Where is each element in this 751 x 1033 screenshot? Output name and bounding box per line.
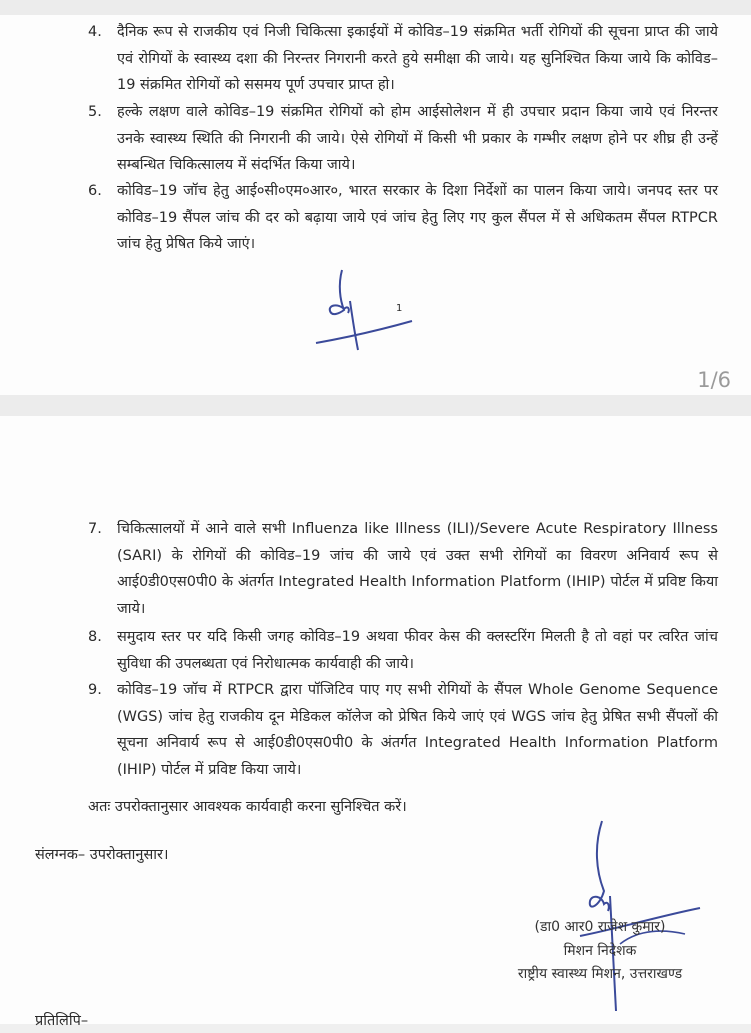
- item-number: 9.: [88, 682, 102, 698]
- list-item: [88, 516, 718, 622]
- item-number: 6.: [88, 183, 102, 199]
- copy-to-heading: प्रतिलिपि–: [35, 1013, 89, 1029]
- list-item: [88, 99, 718, 179]
- page-separator: [0, 395, 751, 416]
- item-text: कोविड–19 जॉच हेतु आई०सी०एम०आर०, भारत सरकार के दिशा निर्देशों का पालन किया जाये। जनपद स्तर पर कोविड–19 सैंपल जांच की दर को बढ़ाया जाये एवं जांच हेतु लिए गए कुल सैंपल में से अधिकतम सैंपल RTPCR जांच हेतु प्रेषित किये जाएं।: [117, 183, 718, 252]
- signatory-name: (डा0 आर0 राजेश कुमार): [534, 919, 666, 935]
- signature-image: [310, 265, 420, 355]
- item-number: 4.: [88, 24, 102, 40]
- enclosure-line: संलग्नक– उपरोक्तानुसार।: [35, 847, 169, 863]
- list-item: [88, 677, 718, 783]
- item-number: 5.: [88, 104, 102, 120]
- document-page-2: [0, 416, 751, 1029]
- signature-mark: 1: [396, 303, 403, 314]
- viewer-top-gap: [0, 0, 751, 15]
- list-item: [88, 19, 718, 99]
- document-page-1: [0, 15, 751, 395]
- page-indicator: 1/6: [697, 368, 731, 392]
- signatory-designation: मिशन निदेशक: [563, 942, 637, 959]
- item-number: 7.: [88, 521, 102, 537]
- item-text: चिकित्सालयों में आने वाले सभी Influenza like Illness (ILI)/Severe Acute Respiratory Illness (SARI) के रोगियों की कोविड–19 जांच की जाये एवं उक्त सभी रोगियों का विवरण अनिवार्य रूप से आई0डी0एस0पी0 के अंतर्गत Integrated Health Information Platform (IHIP) पोर्टल में प्रविष्ट किया जाये।: [117, 521, 718, 617]
- signatory-block: [470, 916, 730, 987]
- list-item: [88, 178, 718, 258]
- item-text: दैनिक रूप से राजकीय एवं निजी चिकित्सा इकाईयों में कोविड–19 संक्रमित भर्ती रोगियों की सूचना प्राप्त की जाये एवं रोगियों के स्वास्थ्य दशा की निरन्तर निगरानी करते हुये समीक्षा की जाये। यह सुनिश्चित किया जाये कि कोविड–19 संक्रमित रोगियों को ससमय पूर्ण उपचार प्राप्त हो।: [117, 24, 718, 93]
- signatory-organization: राष्ट्रीय स्वास्थ्य मिशन, उत्तराखण्ड: [517, 966, 683, 982]
- item-number: 8.: [88, 629, 102, 645]
- item-text: समुदाय स्तर पर यदि किसी जगह कोविड–19 अथवा फीवर केस की क्लस्टरिंग मिलती है तो वहां पर त्वरित जांच सुविधा की उपलब्धता एवं निरोधात्मक कार्यवाही की जाये।: [117, 629, 718, 672]
- list-item: [88, 624, 718, 677]
- closing-line: अतः उपरोक्तानुसार आवश्यक कार्यवाही करना सुनिश्चित करें।: [88, 799, 407, 815]
- item-text: हल्के लक्षण वाले कोविड–19 संक्रमित रोगियों को होम आईसोलेशन में ही उपचार प्रदान किया जाये एवं निरन्तर उनके स्वास्थ्य स्थिति की निगरानी की जाये। ऐसे रोगियों में किसी भी प्रकार के गम्भीर लक्षण होने पर शीघ्र ही उन्हें सम्बन्धित चिकित्सालय में संदर्भित किया जाये।: [117, 104, 718, 173]
- item-text: कोविड–19 जॉच में RTPCR द्वारा पॉजिटिव पाए गए सभी रोगियों के सैंपल Whole Genome Sequence (WGS) जांच हेतु राजकीय दून मेडिकल कॉलेज को प्रेषित किये जाएं एवं WGS जांच हेतु प्रेषित सभी सैंपलों की सूचना अनिवार्य रूप से आई0डी0एस0पी0 के अंतर्गत Integrated Health Information Platform (IHIP) पोर्टल में प्रविष्ट किया जाये।: [117, 682, 718, 778]
